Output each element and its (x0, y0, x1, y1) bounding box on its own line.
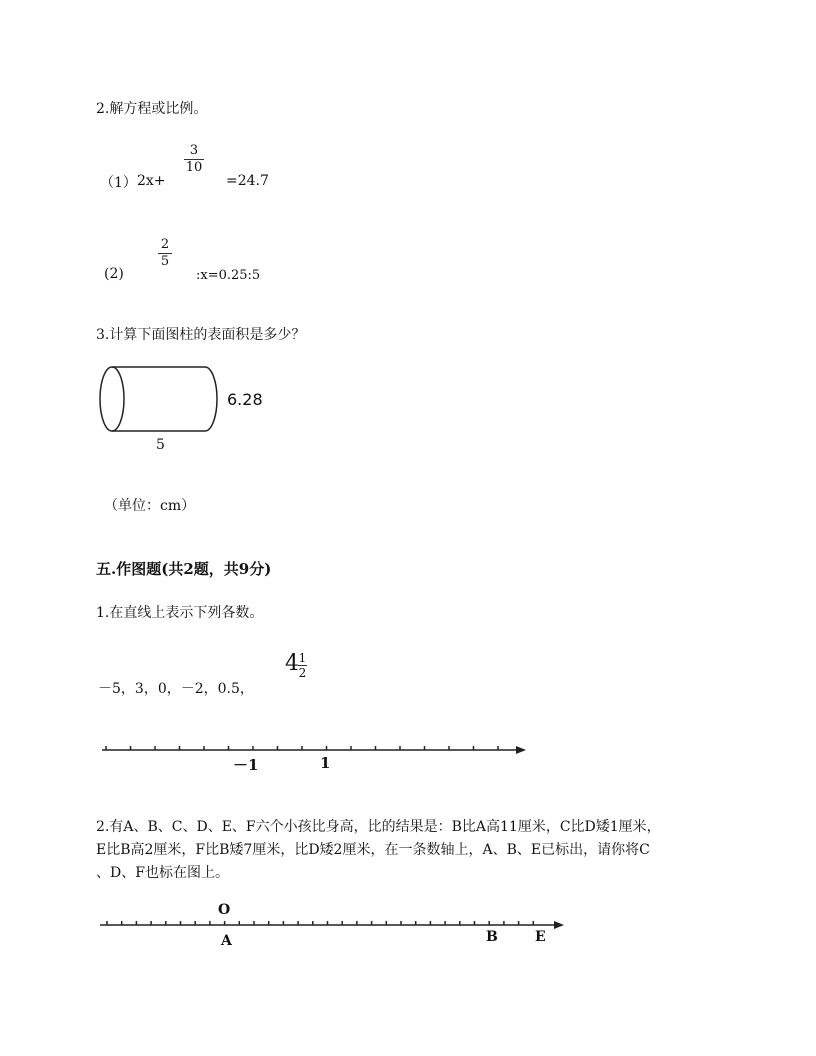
label-E: E (535, 929, 546, 945)
tick-label-minus-1: －1 (233, 756, 259, 774)
cylinder-length-label: 5 (156, 437, 165, 453)
p1-title: 1.在直线上表示下列各数。 (96, 605, 264, 621)
eq2-rhs: :x=0.25:5 (196, 268, 261, 283)
mixed-frac-denominator: 2 (298, 666, 307, 680)
eq1-frac-denominator: 10 (185, 160, 203, 175)
eq1-lhs: 2x+ (137, 173, 166, 189)
p1-numbers: －5，3，0，－2，0.5， (98, 681, 254, 697)
section-heading: 五.作图题(共2题，共9分) (96, 560, 272, 578)
eq2-frac-denominator: 5 (160, 254, 170, 269)
tick-label-1: 1 (320, 754, 331, 772)
q2-title: 2.解方程或比例。 (96, 101, 208, 117)
q3-title: 3.计算下面图柱的表面积是多少？ (96, 327, 306, 343)
label-B: B (486, 929, 498, 945)
eq1-number: （1） (100, 175, 137, 191)
label-O: O (218, 902, 231, 918)
label-A: A (221, 933, 232, 949)
mixed-number-whole: 4 (285, 651, 299, 676)
p2-line-3: 、D、F也标在图上。 (96, 865, 229, 881)
mixed-frac-numerator: 1 (298, 651, 307, 665)
eq1-rhs: =24.7 (226, 173, 269, 189)
eq2-number: (2) (104, 266, 124, 282)
cylinder-height-label: 6.28 (227, 390, 263, 409)
p2-line-2: E比B高2厘米，F比B矮7厘米，比D矮2厘米，在一条数轴上，A、B、E已标出，请你将C (96, 842, 650, 858)
eq1-frac-numerator: 3 (189, 143, 199, 158)
eq2-frac-numerator: 2 (160, 237, 170, 252)
p2-line-1: 2.有A、B、C、D、E、F六个小孩比身高，比的结果是：B比A高11厘米，C比D矮1厘米， (96, 819, 661, 835)
q3-unit: （单位：cm） (104, 498, 196, 514)
